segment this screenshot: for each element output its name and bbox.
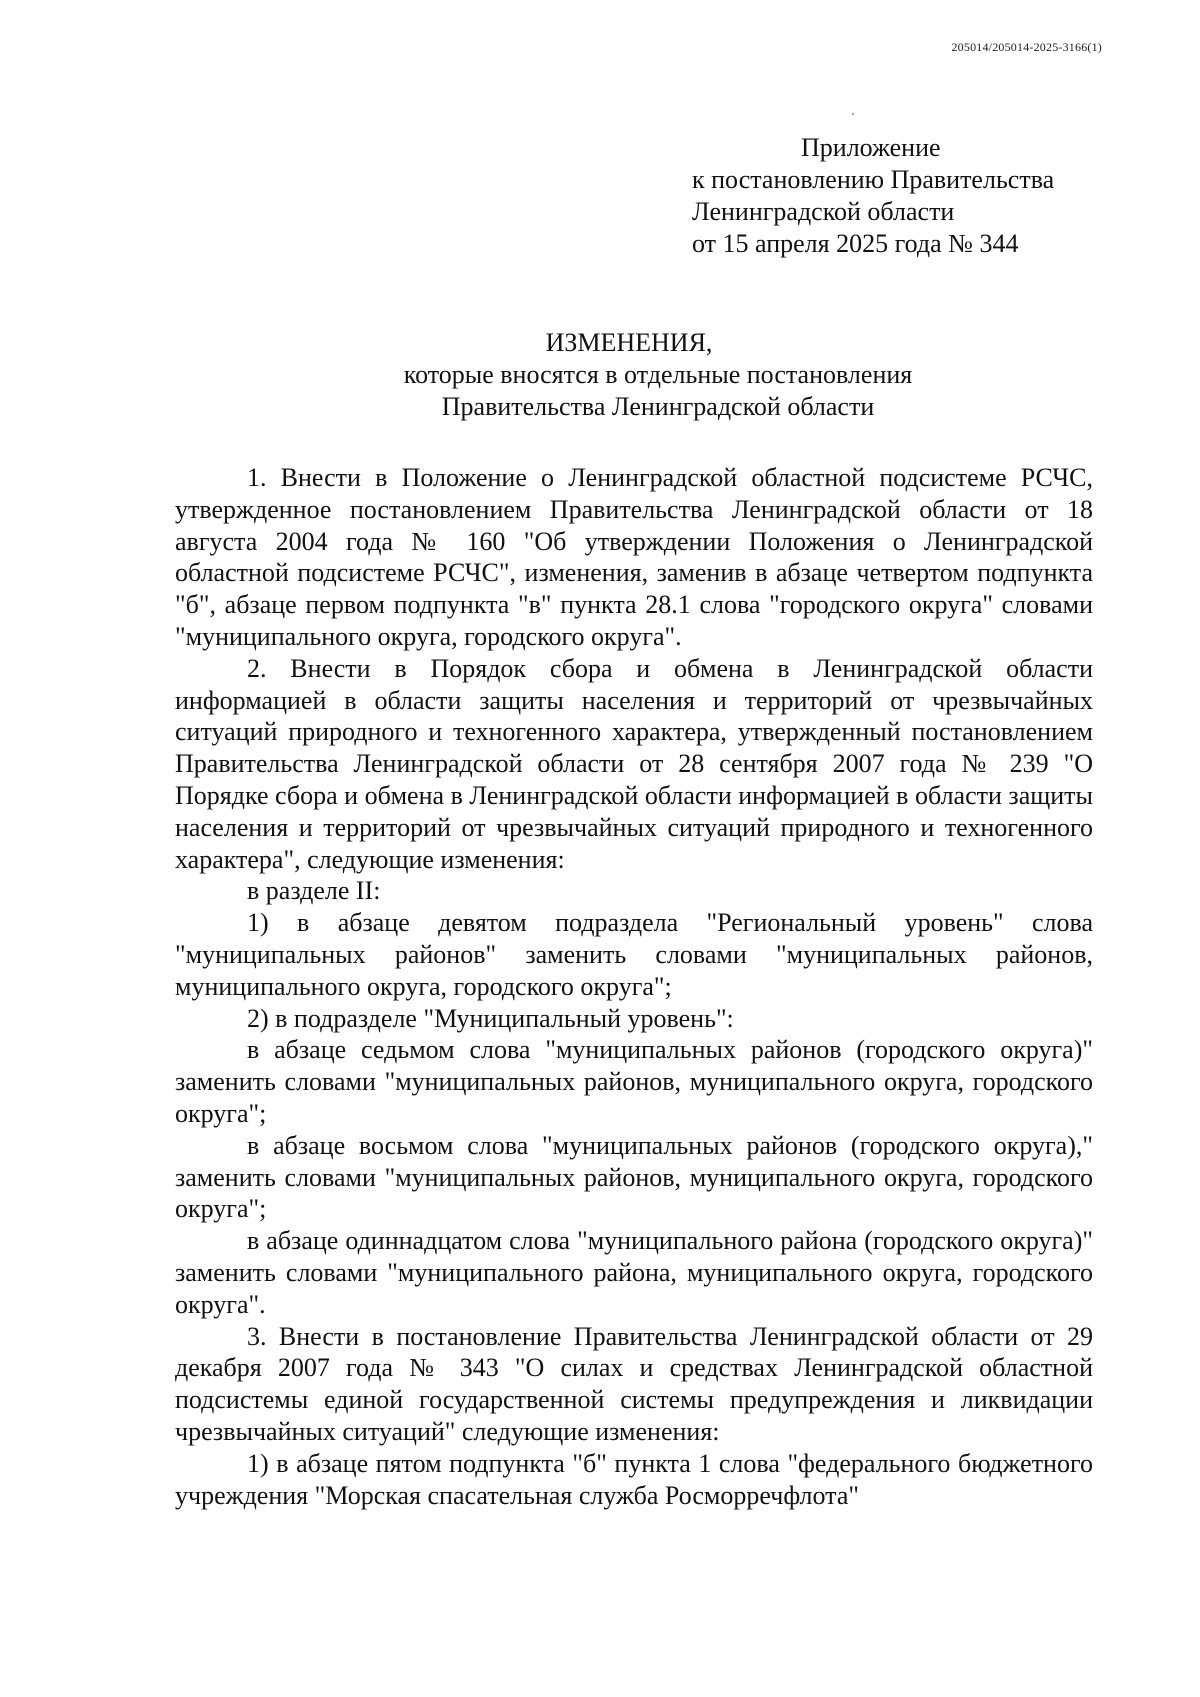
document-id: 205014/205014-2025-3166(1) xyxy=(951,40,1102,54)
paragraph-2-item-2-c: в абзаце одиннадцатом слова "муниципального района (городского округа)" заменить словами "муниципального района, муниципального округа, городского округа". xyxy=(175,1226,1093,1319)
paragraph-3-item-1: 1) в абзаце пятом подпункта "б" пункта 1 слова "федерального бюджетного учреждения "Морская спасательная служба Росморречфлота" xyxy=(175,1448,1093,1510)
document-title xyxy=(0,327,1200,423)
appendix-line-4: от 15 апреля 2025 года № 344 xyxy=(692,229,1019,258)
appendix-line-1: Приложение xyxy=(801,133,941,162)
paragraph-2-item-2-b: в абзаце восьмом слова "муниципальных районов (городского округа)," заменить словами "муниципальных районов, муниципального округа, городского округа"; xyxy=(175,1130,1093,1224)
paragraph-2: 2. Внести в Порядок сбора и обмена в Ленинградской области информацией в области защиты населения и территорий от чрезвычайных ситуаций природного и техногенного характера, утвержденный постановлением Правительства Ленинградской области от 28 сентября 2007 года № 239 "О Порядке сбора и обмена в Ленинградской области информацией в области защиты населения и территорий от чрезвычайных ситуаций природного и техногенного характера", следующие изменения: xyxy=(175,653,1093,874)
paragraph-2-item-2-a: в абзаце седьмом слова "муниципальных районов (городского округа)" заменить словами "муниципальных районов, муниципального округа, городского округа"; xyxy=(175,1035,1093,1128)
paragraph-2-item-2: 2) в подразделе "Муниципальный уровень": xyxy=(247,1003,734,1033)
title-subtitle-2: Правительства Ленинградской области xyxy=(441,392,875,421)
document-body xyxy=(175,462,1093,1511)
scan-speck xyxy=(852,113,854,115)
appendix-line-3: Ленинградской области xyxy=(692,197,955,226)
appendix-line-2: к постановлению Правительства xyxy=(692,165,1055,194)
paragraph-1: 1. Внести в Положение о Ленинградской областной подсистеме РСЧС, утвержденное постановлением Правительства Ленинградской области от 18 августа 2004 года № 160 "Об утверждении Положения о Ленинградской областной подсистеме РСЧС", изменения, заменив в абзаце четвертом подпункта "б", абзаце первом подпункта "в" пункта 28.1 слова "городского округа" словами "муниципального округа, городского округа". xyxy=(175,463,1093,651)
title-heading: ИЗМЕНЕНИЯ, xyxy=(545,328,713,357)
paragraph-2-item-1: 1) в абзаце девятом подраздела "Региональный уровень" слова "муниципальных районов" заменить словами "муниципальных районов, муниципального округа, городского округа"; xyxy=(175,908,1093,1001)
paragraph-section-2: в разделе II: xyxy=(247,876,381,906)
appendix-block xyxy=(692,132,1054,260)
paragraph-3: 3. Внести в постановление Правительства Ленинградской области от 29 декабря 2007 года № 343 "О силах и средствах Ленинградской областной подсистемы единой государственной системы предупреждения и ликвидации чрезвычайных ситуаций" следующие изменения: xyxy=(175,1321,1093,1446)
title-subtitle-1: которые вносятся в отдельные постановления xyxy=(403,360,913,389)
